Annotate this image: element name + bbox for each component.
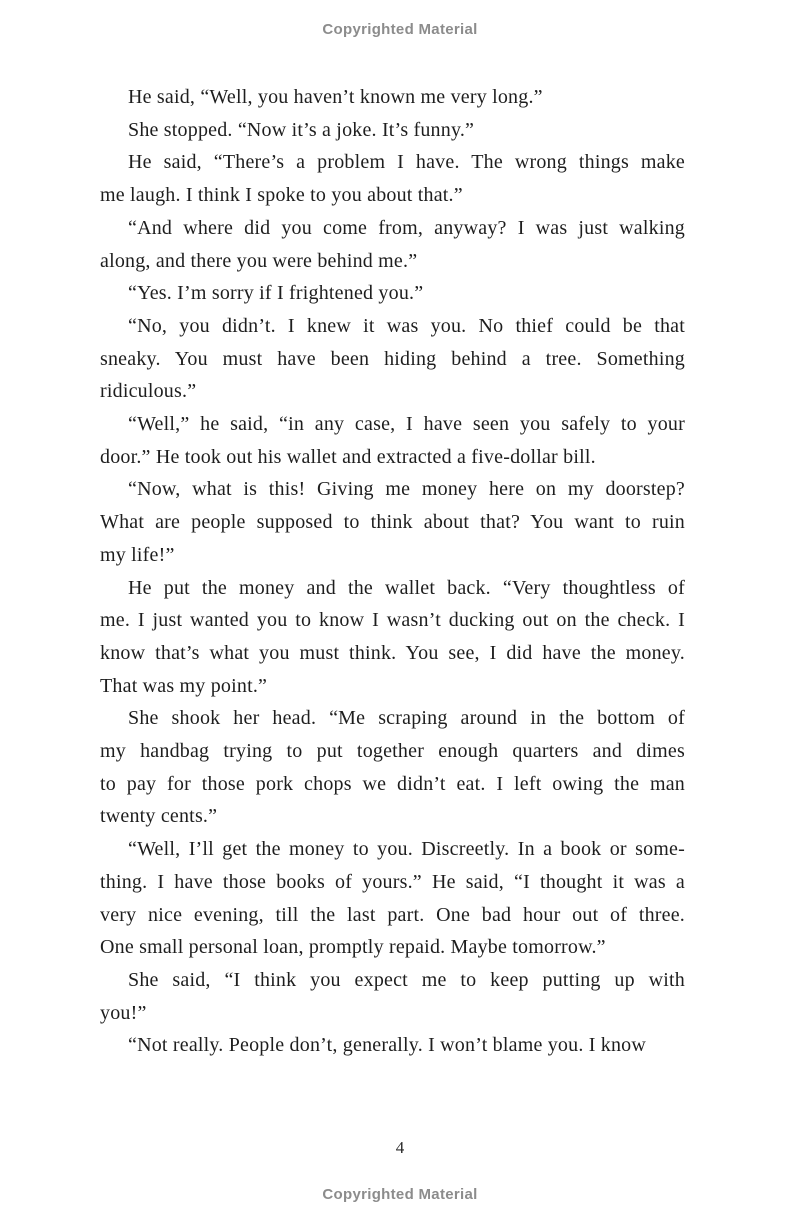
paragraph <box>100 1029 685 1062</box>
text-line: my handbag trying to put together enough quarters and dimes <box>100 740 685 763</box>
text-line: sneaky. You must have been hiding behind a tree. Something <box>100 347 685 370</box>
text-line: That was my point.” <box>100 674 268 697</box>
text-line: know that’s what you must think. You see, I did have the money. <box>100 641 685 664</box>
paragraph <box>100 114 685 147</box>
paragraph <box>100 833 685 964</box>
text-line: He said, “Well, you haven’t known me very long.” <box>128 86 543 108</box>
paragraph <box>100 473 685 571</box>
paragraph <box>100 408 685 473</box>
text-line: along, and there you were behind me.” <box>100 249 418 272</box>
text-line: to pay for those pork chops we didn’t eat. I left owing the man <box>100 772 685 795</box>
text-line: “Well,” he said, “in any case, I have seen you safely to your <box>128 413 685 436</box>
text-line: “Not really. People don’t, generally. I won’t blame you. I know <box>128 1034 647 1057</box>
paragraph <box>100 212 685 277</box>
copyright-notice-bottom: Copyrighted Material <box>322 1186 478 1203</box>
paragraph <box>100 146 685 211</box>
text-line: my life!” <box>100 543 175 566</box>
paragraph <box>100 572 685 703</box>
text-line: She shook her head. “Me scraping around in the bottom of <box>128 707 685 730</box>
page-number: 4 <box>395 1138 405 1157</box>
text-line: very nice evening, till the last part. One bad hour out of three. <box>100 903 685 926</box>
text-line: “Well, I’ll get the money to you. Discreetly. In a book or some- <box>128 838 685 861</box>
text-line: me. I just wanted you to know I wasn’t ducking out on the check. I <box>100 609 685 632</box>
text-line: She said, “I think you expect me to keep putting up with <box>128 968 685 991</box>
text-line: What are people supposed to think about that? You want to ruin <box>100 511 685 534</box>
text-block <box>100 81 685 1062</box>
paragraph <box>100 702 685 833</box>
text-line: me laugh. I think I spoke to you about that.” <box>100 184 463 207</box>
text-line: you!” <box>100 1001 147 1024</box>
text-line: “Yes. I’m sorry if I frightened you.” <box>128 282 424 305</box>
text-line: door.” He took out his wallet and extracted a five-dollar bill. <box>100 445 596 468</box>
paragraph <box>100 277 685 310</box>
text-line: ridiculous.” <box>100 380 197 403</box>
text-line: He said, “There’s a problem I have. The wrong things make <box>128 151 685 174</box>
text-line: “Now, what is this! Giving me money here on my doorstep? <box>128 478 685 501</box>
text-line: He put the money and the wallet back. “Very thoughtless of <box>128 576 685 599</box>
text-line: twenty cents.” <box>100 805 218 828</box>
paragraph <box>100 310 685 408</box>
paragraph <box>100 81 685 114</box>
text-line: One small personal loan, promptly repaid. Maybe tomorrow.” <box>100 936 606 959</box>
copyright-notice-top: Copyrighted Material <box>322 21 478 38</box>
text-line: “And where did you come from, anyway? I was just walking <box>128 216 685 239</box>
text-line: thing. I have those books of yours.” He said, “I thought it was a <box>100 870 685 893</box>
paragraph <box>100 964 685 1029</box>
text-line: “No, you didn’t. I knew it was you. No thief could be that <box>128 314 685 337</box>
text-line: She stopped. “Now it’s a joke. It’s funny.” <box>128 118 475 141</box>
